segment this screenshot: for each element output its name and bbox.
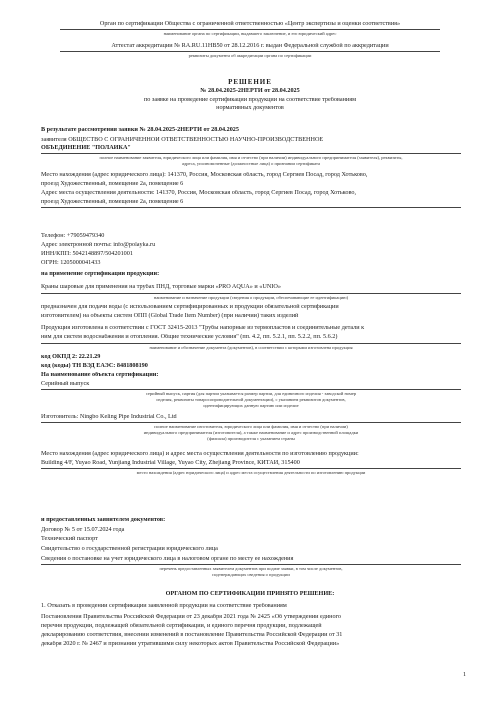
email: Адрес электронной почты: info@polayka.ru [41, 242, 156, 248]
applicant-caption: полное наименование заявителя, юридического лица или фамилия, имя и отчество (при наличии) индивидуального предпринимателя (заявителя), реквизиты, [99, 156, 403, 160]
decision-text: декларированию соответствия, внесении изменений в постановление Правительства Российской Федерации от 31 [41, 632, 343, 638]
documents-caption: подтверждающих сведения о продукции [212, 573, 290, 577]
applicant-address: проезд Художественный, помещение 2а, помещение 6 [41, 181, 184, 187]
document-item: Технический паспорт [41, 536, 98, 542]
manufacturer-address-caption: место нахождения (адрес юридического лица) и адрес места осуществления деятельности по изготовлению продукции [136, 471, 366, 475]
applicant-address: Место нахождения (адрес юридического лица): 141370, Россия, Московская область, город Сергиев Посад, город Хотьково, [41, 172, 368, 178]
divider [41, 343, 461, 344]
standard-caption: наименование и обозначение документа (документов), в соответствии с которыми изготовлена продукция [149, 346, 353, 350]
inn-kpp: ИНН/КПП: 5042148897/504201001 [41, 251, 133, 257]
cert-body-line: Орган по сертификации Общества с ограниченной ответственностью «Центр экспертизы и оценки соответствия» [99, 21, 401, 27]
manufacturer-caption: полное наименование изготовителя, юридического лица или фамилия, имя и отчество (при наличии) [154, 425, 348, 429]
divider [41, 207, 461, 208]
product-label: на применение сертификации продукции: [41, 271, 160, 277]
divider [41, 153, 461, 154]
applicant-caption: адреса, уполномоченные (должностные лица) о признании сертификата [181, 162, 321, 166]
product-description: изготовителем) на объекты систем ОПП (Global Trade Item Number) (при наличии) таких изделий [41, 313, 299, 319]
documents-caption: перечень предоставленных заявителем документов при подаче заявки, в том числе документов, [159, 567, 343, 571]
intro-line: В результате рассмотрения заявки № 28.04.2025-2НЕРТИ от 28.04.2025 [41, 127, 239, 133]
activity-address: Адрес места осуществления деятельности: 141370, Россия, Московская область, город Сергиев Посад, город Хотьково, [41, 190, 356, 196]
divider [41, 293, 461, 294]
applicant-name: ОБЪЕДИНЕНИЕ "ПОЛАЙКА" [41, 145, 131, 151]
decision-heading: ОРГАНОМ ПО СЕРТИФИКАЦИИ ПРИНЯТО РЕШЕНИЕ: [165, 591, 335, 597]
page-number: 1 [463, 672, 467, 678]
manufacturer-caption: (филиала) производителя с указанием страны [207, 437, 295, 441]
decision-number: № 28.04.2025-2НЕРТИ от 28.04.2025 [200, 88, 300, 94]
document-item: Договор № 5 от 15.07.2024 года [41, 527, 125, 533]
documents-label: и предоставленных заявителем документов: [41, 517, 166, 523]
accreditation-line: Аттестат аккредитации № RA.RU.11НВ50 от 28.12.2016 г. выдан Федеральной службой по аккредитации [111, 43, 389, 49]
produced-per-standard: ним для систем водоснабжения и отопления. Общие технические условия" (пп. 4.2, пп. 5.2.1, пп. 5.2.2, пп. 5.6.2) [41, 334, 338, 340]
decision-text: декабря 2020 г. № 2467 и признании утратившими силу некоторых актов Правительства Российской Федерации» [41, 641, 340, 647]
decision-text: Постановления Правительства Российской Федерации от 23 декабря 2021 года № 2425 «Об утверждении единого [41, 614, 342, 620]
document-item: Свидетельство о государственной регистрации юридического лица [41, 546, 218, 552]
divider [60, 51, 440, 52]
decision-text: 1. Отказать в проведении сертификации заявленной продукции на соответствие требованиям [41, 603, 287, 609]
manufacturer-address: Место нахождения (адрес юридического лица) и адрес места осуществления деятельности по изготовлению продукции: [41, 451, 359, 457]
title-subline: нормативных документов [216, 105, 284, 111]
divider [41, 564, 461, 565]
divider [41, 468, 461, 469]
product-caption: наименование и назначение продукции (сведения о продукции, обеспечивающие ее идентификацию) [153, 296, 349, 300]
product-name: Краны шаровые для применения на трубах ПНД, торговые марки «PRO AQUA» и «UNIO» [41, 284, 281, 290]
manufacturer-caption: индивидуального предпринимателя (изготовителя), а также наименование и адрес производственной площадки [143, 431, 359, 435]
document-title: РЕШЕНИЕ [228, 79, 272, 86]
okpd2-code: код ОКПД 2: 22.21.29 [41, 354, 101, 360]
object-caption: изделия, реквизиты товаросопроводительной документации), с указанием реквизитов документов, [156, 398, 346, 402]
activity-address: проезд Художественный, помещение 2а, помещение 6 [41, 199, 184, 205]
manufacturer: Изготовитель: Ningbo Keling Pipe Industrial Co., Ltd [41, 414, 177, 420]
product-description: предназначен для подачи воды (с использованием сертифицированных и продукции обязательной сертификации [41, 304, 339, 310]
tnved-code: код (коды) ТН ВЭД ЕАЭС: 8481808190 [41, 363, 148, 369]
produced-per-standard: Продукция изготовлена в соответствии с ГОСТ 32415-2013 "Трубы напорные из термопластов и соединительные детали к [41, 325, 365, 331]
ogrn: ОГРН: 1205000041433 [41, 260, 101, 266]
divider [41, 389, 461, 390]
applicant-name: заявителя ОБЩЕСТВО С ОГРАНИЧЕННОЙ ОТВЕТСТВЕННОСТЬЮ НАУЧНО-ПРОИЗВОДСТВЕННОЕ [41, 137, 324, 143]
manufacturer-address: Building 4/F, Yuyao Road, Yunjiang Industrial Village, Yuyao City, Zhejiang Province, КИТАЙ, 315400 [41, 460, 300, 466]
certification-object: Серийный выпуск [41, 381, 90, 387]
accreditation-caption: реквизиты документа об аккредитации органа по сертификации [188, 54, 312, 58]
object-caption: серийный выпуск, партия (для партии указывается размер партии, для единичного изделия - заводской номер [145, 392, 357, 396]
document-item: Сведения о постановке на учет юридического лица в налоговом органе по месту ее нахождения [41, 556, 294, 562]
cert-body-caption: наименование органа по сертификации, выдавшего заключение, и его юридический адрес [163, 32, 337, 36]
title-subline: по заявке на проведение сертификации продукции на соответствие требованиям [143, 97, 356, 103]
certification-object-label: На наименование объекта сертификации: [41, 372, 159, 378]
phone: Телефон: +79059479340 [41, 233, 105, 239]
divider [60, 29, 440, 30]
decision-text: перечня продукции, подлежащей обязательной сертификации, и единого перечня продукции, подлежащей [41, 623, 322, 629]
divider [41, 422, 461, 423]
object-caption: идентифицирующих данную партию или изделие [203, 404, 299, 408]
